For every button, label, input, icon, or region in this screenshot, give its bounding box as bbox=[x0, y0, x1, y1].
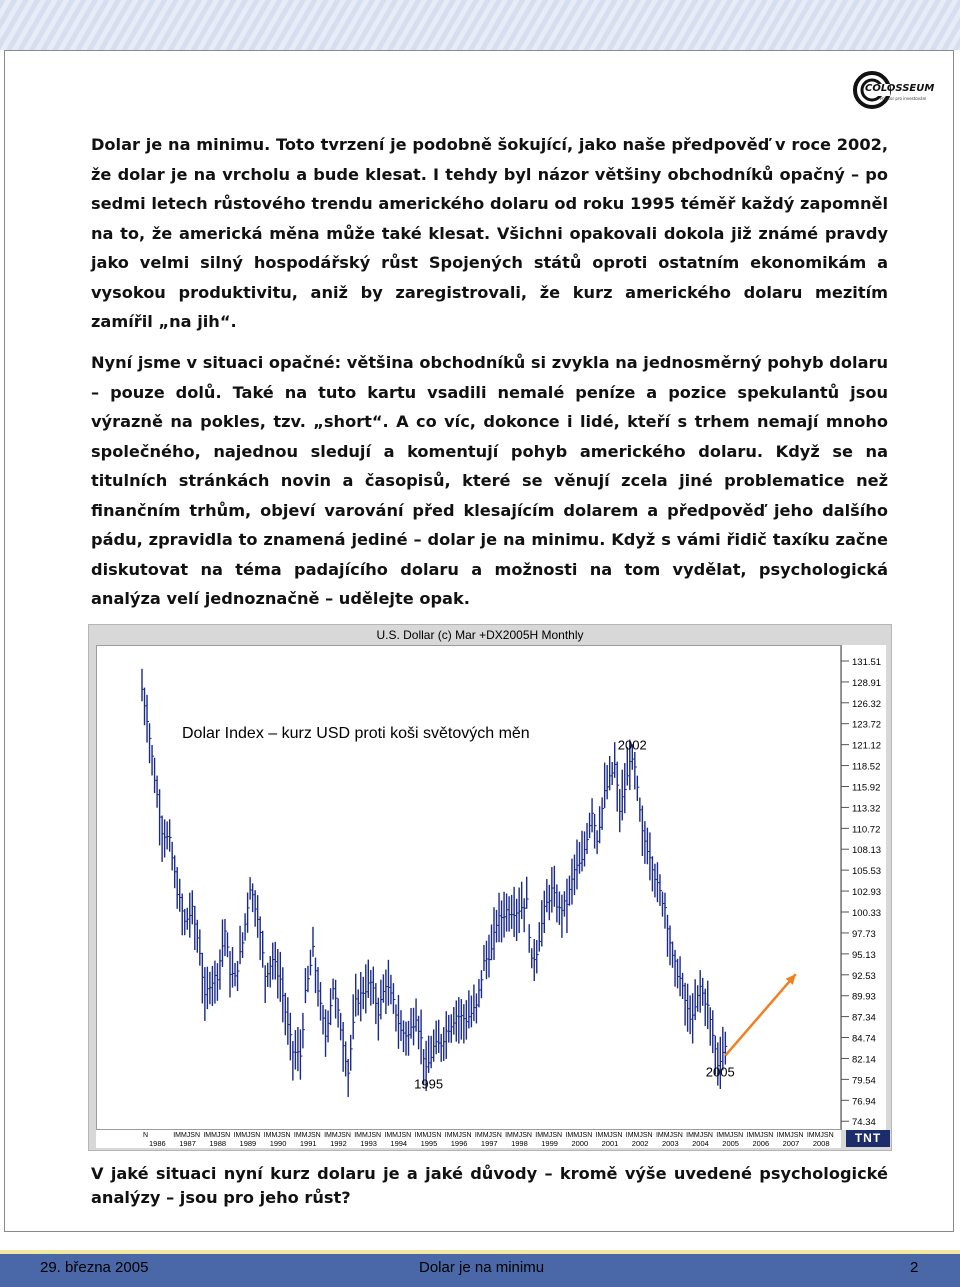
x-year-label: 1994 bbox=[390, 1139, 408, 1148]
x-month-label: IMMJSN bbox=[354, 1132, 382, 1139]
x-month-label: IMMJSN bbox=[746, 1132, 774, 1139]
logo-tagline: Prostor pro investování bbox=[880, 96, 927, 101]
x-year-label: 1992 bbox=[330, 1139, 347, 1148]
y-tick-label: 105.53 bbox=[852, 866, 882, 878]
y-tick-label: 115.92 bbox=[852, 782, 881, 794]
y-tick-label: 110.72 bbox=[852, 824, 881, 836]
x-year-label: 2007 bbox=[782, 1139, 800, 1148]
footer-title: Dolar je na minimu bbox=[419, 1259, 545, 1276]
x-year-label: 2000 bbox=[571, 1139, 589, 1148]
y-tick-label: 95.13 bbox=[852, 949, 876, 961]
x-year-label: 2001 bbox=[601, 1139, 619, 1148]
x-year-label: 1988 bbox=[209, 1139, 227, 1148]
x-year-label: 1993 bbox=[360, 1139, 377, 1148]
closing-question: V jaké situaci nyní kurz dolaru je a jaké důvody – kromě výše uvedené psychologické analýzy – jsou pro jeho růst? bbox=[91, 1164, 888, 1207]
tnt-logo-icon: TNT bbox=[846, 1130, 890, 1147]
x-month-label: IMMJSN bbox=[263, 1132, 291, 1139]
x-year-label: 1996 bbox=[450, 1139, 468, 1148]
x-month-label: IMMJSN bbox=[686, 1132, 713, 1139]
y-tick-label: 128.91 bbox=[852, 677, 882, 689]
paragraph-1: Dolar je na minimu. Toto tvrzení je podobně šokující, jako naše předpověď v roce 2002, že dolar je na vrcholu a bude klesat. I tehdy byl názor většiny obchodníků opačný – po sedmi letech růstového trendu amerického dolaru od roku 1995 téměř každý zapomněl na to, že americká měna může také klesat. Všichni opakovali dokola již známé pravdy jako velmi silný hospodářský růst Spojených států oproti ostatním ekonomikám a vysokou produktivitu, aniž by zaregistrovali, že kurz amerického dolaru mezitím zamířil „na jih“. bbox=[91, 135, 888, 331]
y-tick-label: 126.32 bbox=[852, 698, 882, 710]
x-year-label: 1999 bbox=[541, 1139, 558, 1148]
footer-spacer bbox=[4, 1232, 954, 1240]
chart-year-annotation: 1995 bbox=[414, 1076, 444, 1092]
y-tick-label: 87.34 bbox=[852, 1012, 876, 1024]
y-tick-label: 89.93 bbox=[852, 991, 876, 1003]
x-year-label: 2006 bbox=[752, 1139, 770, 1148]
y-tick-label: 108.13 bbox=[852, 845, 882, 857]
y-tick-label: 76.94 bbox=[852, 1096, 876, 1108]
y-tick-label: 84.74 bbox=[852, 1033, 876, 1045]
x-year-label: 1990 bbox=[269, 1139, 287, 1148]
x-year-label: 1989 bbox=[239, 1139, 257, 1148]
y-tick-label: 100.33 bbox=[852, 908, 882, 920]
footer-date: 29. března 2005 bbox=[40, 1259, 149, 1276]
chart-title: U.S. Dollar (c) Mar +DX2005H Monthly bbox=[376, 628, 584, 642]
x-month-label: IMMJSN bbox=[595, 1132, 623, 1139]
x-year-label: 2005 bbox=[722, 1139, 739, 1148]
x-month-label: IMMJSN bbox=[444, 1132, 472, 1139]
y-tick-label: 131.51 bbox=[852, 656, 882, 668]
chart-year-annotation: 2002 bbox=[617, 737, 647, 753]
x-year-label: 2004 bbox=[692, 1139, 709, 1148]
y-tick-label: 118.52 bbox=[852, 761, 881, 773]
x-month-label: IMMJSN bbox=[535, 1132, 563, 1139]
x-month-label: IMMJSN bbox=[293, 1132, 321, 1139]
x-year-label: 1986 bbox=[149, 1139, 166, 1148]
x-year-label: 2002 bbox=[631, 1139, 649, 1148]
x-month-label: IMMJSN bbox=[565, 1132, 593, 1139]
x-year-label: 1987 bbox=[179, 1139, 196, 1148]
x-month-label: IMMJSN bbox=[625, 1132, 653, 1139]
x-month-label: IMMJSN bbox=[474, 1132, 502, 1139]
y-tick-label: 92.53 bbox=[852, 970, 876, 982]
x-year-label: 2008 bbox=[812, 1139, 830, 1148]
x-month-label: IMMJSN bbox=[203, 1132, 231, 1139]
x-month-label: IMMJSN bbox=[233, 1132, 261, 1139]
x-year-label: 1991 bbox=[299, 1139, 317, 1148]
chart-annotation-label: Dolar Index – kurz USD proti koši světových měn bbox=[182, 725, 530, 742]
x-month-label: IMMJSN bbox=[716, 1132, 744, 1139]
x-month-label: IMMJSN bbox=[655, 1132, 683, 1139]
x-year-label: 1995 bbox=[420, 1139, 438, 1148]
y-tick-label: 123.72 bbox=[852, 719, 882, 731]
x-year-label: 1998 bbox=[511, 1139, 528, 1148]
y-tick-label: 121.12 bbox=[852, 740, 882, 752]
y-tick-label: 113.32 bbox=[852, 803, 881, 815]
x-month-label: IMMJSN bbox=[505, 1132, 532, 1139]
y-tick-label: 79.54 bbox=[852, 1075, 876, 1087]
y-tick-label: 74.34 bbox=[852, 1117, 876, 1129]
x-month-label: N bbox=[143, 1132, 149, 1139]
x-year-label: 2003 bbox=[661, 1139, 679, 1148]
x-month-label: IMMJSN bbox=[324, 1132, 351, 1139]
x-month-label: IMMJSN bbox=[806, 1132, 834, 1139]
x-month-label: IMMJSN bbox=[173, 1132, 201, 1139]
footer-accent-line bbox=[0, 1250, 960, 1254]
x-month-label: IMMJSN bbox=[414, 1132, 442, 1139]
chart-year-annotation: 2005 bbox=[705, 1064, 735, 1080]
trend-arrow bbox=[725, 974, 795, 1055]
x-year-label: 1997 bbox=[480, 1139, 498, 1148]
y-tick-label: 97.73 bbox=[852, 928, 876, 940]
logo-wordmark: COLOSSEUM bbox=[865, 83, 935, 94]
x-month-label: IMMJSN bbox=[776, 1132, 804, 1139]
footer-page-number: 2 bbox=[910, 1259, 919, 1276]
y-tick-label: 102.93 bbox=[852, 887, 882, 899]
paragraph-2: Nyní jsme v situaci opačné: většina obchodníků si zvykla na jednosměrný pohyb dolaru – pouze dolů. Také na tuto kartu vsadili nemalé peníze a pozice spekulantů jsou výrazně na pokles, tzv. „short“. A co víc, dokonce i lidé, kteří s trhem nemají mnoho společného, najednou sledují a komentují pohyb amerického dolaru. Když se na titulních stránkách novin a časopisů, které se věnují zcela jiné problematice než finančním trhům, objeví varování před klesajícím dolarem a předpověď jeho dalšího pádu, zpravidla to znamená jediné – dolar je na minimu. Když s vámi řidič taxíku začne diskutovat na téma padajícího dolaru a možnosti na tom vydělat, psychologická analýza velí jednoznačně – udělejte opak. bbox=[91, 353, 888, 608]
y-tick-label: 82.14 bbox=[852, 1054, 876, 1066]
x-month-label: IMMJSN bbox=[384, 1132, 412, 1139]
